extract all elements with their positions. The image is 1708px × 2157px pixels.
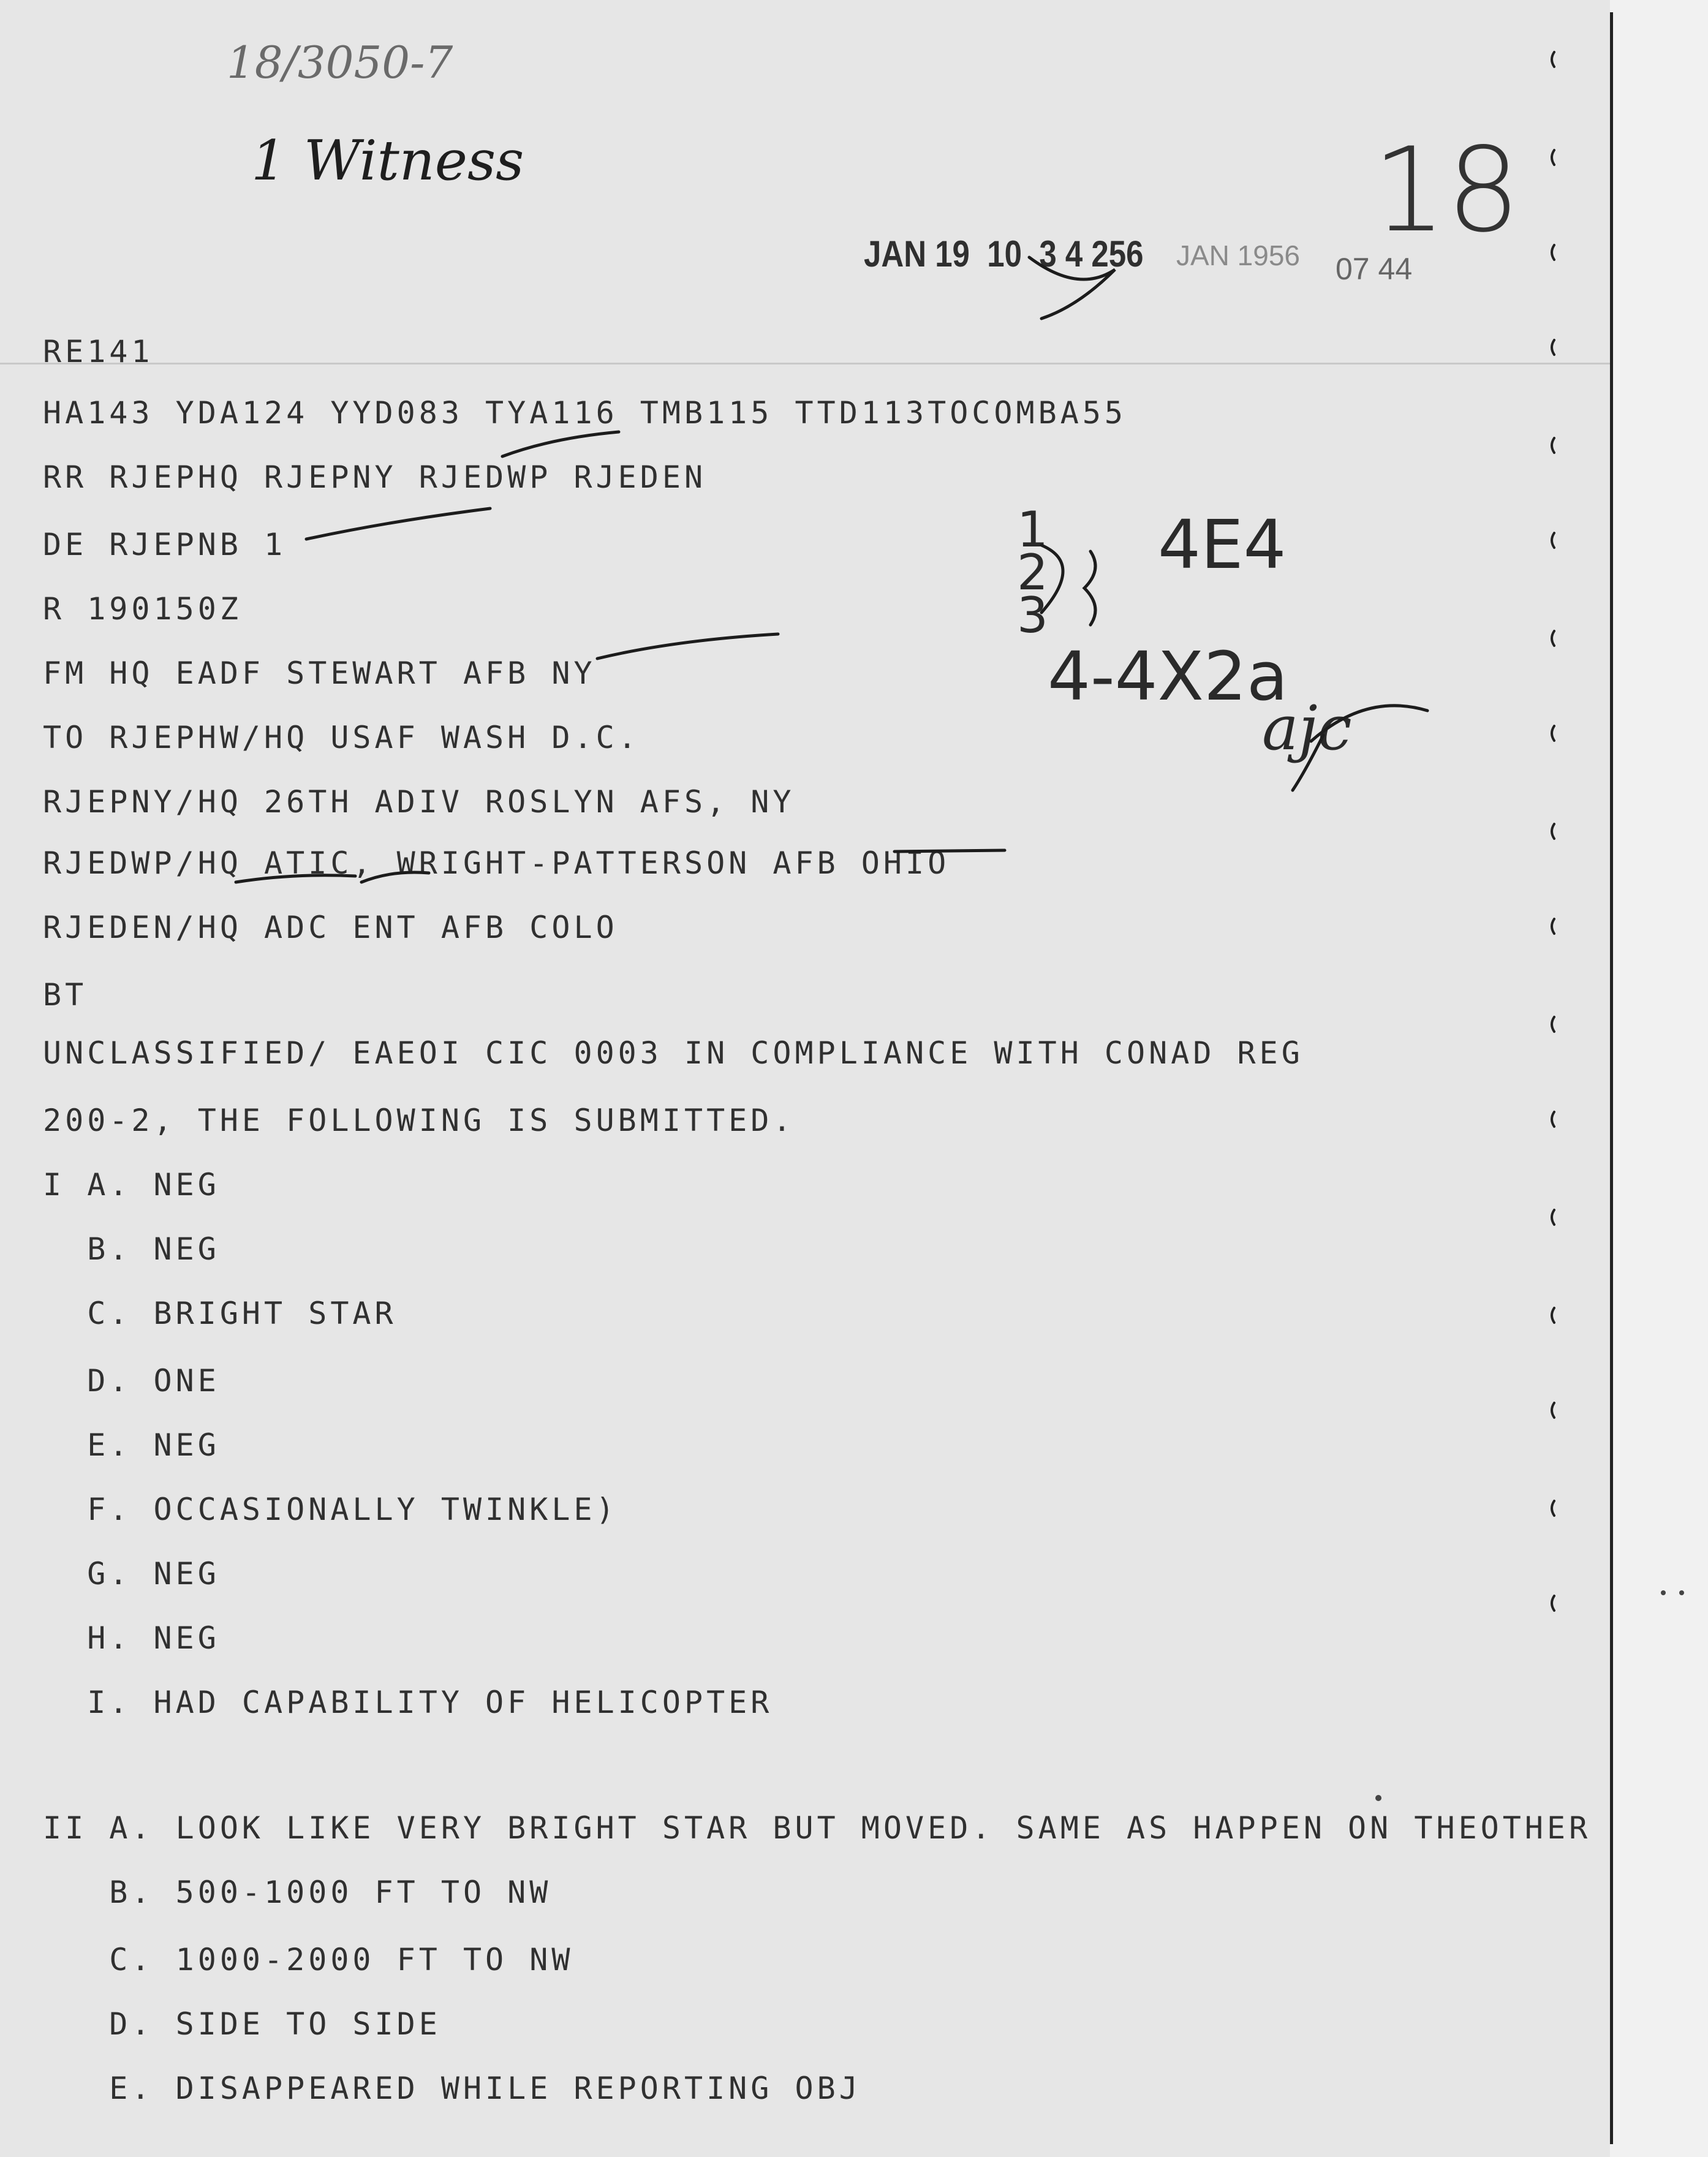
msg-line: HA143 YDA124 YYD083 TYA116 TMB115 TTD113TOCOMBA55 xyxy=(43,395,1127,431)
msg-line: R 190150Z xyxy=(43,591,242,627)
msg-line: RR RJEPHQ RJEPNY RJEDWP RJEDEN xyxy=(43,459,707,495)
received-stamp: JAN 19 10 3 4 256 xyxy=(864,233,1144,274)
time-stamp: 07 44 xyxy=(1336,252,1413,286)
handwritten-witness: 1 Witness xyxy=(251,129,524,193)
msg-line: FM HQ EADF STEWART AFB NY xyxy=(43,655,596,691)
msg-line: D. ONE xyxy=(43,1363,220,1399)
msg-line: E. NEG xyxy=(43,1427,220,1463)
msg-line: C. 1000-2000 FT TO NW xyxy=(43,1942,574,1978)
msg-line: C. BRIGHT STAR xyxy=(43,1296,397,1331)
msg-line: D. SIDE TO SIDE xyxy=(43,2006,441,2042)
tractor-feed-marks xyxy=(1552,52,1554,1611)
msg-line: RE141 xyxy=(43,334,154,369)
msg-line: RJEDWP/HQ ATIC, WRIGHT-PATTERSON AFB OHIO xyxy=(43,845,950,881)
msg-line: DE RJEPNB 1 xyxy=(43,527,287,562)
handwritten-page-number: 18 xyxy=(1372,123,1521,258)
handwritten-note-ref: 4-4X2a xyxy=(1048,637,1288,716)
handwritten-bracket-numbers: 1 2 3 xyxy=(1017,501,1048,644)
msg-line: I. HAD CAPABILITY OF HELICOPTER xyxy=(43,1685,773,1720)
msg-line: RJEDEN/HQ ADC ENT AFB COLO xyxy=(43,910,618,945)
msg-line: RJEPNY/HQ 26TH ADIV ROSLYN AFS, NY xyxy=(43,784,795,820)
msg-line: TO RJEPHW/HQ USAF WASH D.C. xyxy=(43,720,640,755)
msg-line: 200-2, THE FOLLOWING IS SUBMITTED. xyxy=(43,1103,795,1138)
handwritten-note-code: 4E4 xyxy=(1158,505,1287,584)
msg-line: II A. LOOK LIKE VERY BRIGHT STAR BUT MOVED. SAME AS HAPPEN ON THEOTHER xyxy=(43,1810,1592,1846)
msg-line: H. NEG xyxy=(43,1620,220,1656)
msg-line: F. OCCASIONALLY TWINKLE) xyxy=(43,1492,618,1527)
msg-line: E. DISAPPEARED WHILE REPORTING OBJ xyxy=(43,2071,861,2106)
msg-line: B. NEG xyxy=(43,1231,220,1267)
handwritten-initials: ajc xyxy=(1262,692,1352,764)
handwritten-file-ref: 18/3050-7 xyxy=(227,37,453,88)
msg-line: B. 500-1000 FT TO NW xyxy=(43,1875,552,1910)
msg-line: UNCLASSIFIED/ EAEOI CIC 0003 IN COMPLIANCE WITH CONAD REG xyxy=(43,1035,1304,1071)
msg-line: G. NEG xyxy=(43,1556,220,1592)
faint-stamp: JAN 1956 xyxy=(1176,240,1301,271)
msg-line: BT xyxy=(43,977,88,1013)
msg-line: I A. NEG xyxy=(43,1167,220,1203)
